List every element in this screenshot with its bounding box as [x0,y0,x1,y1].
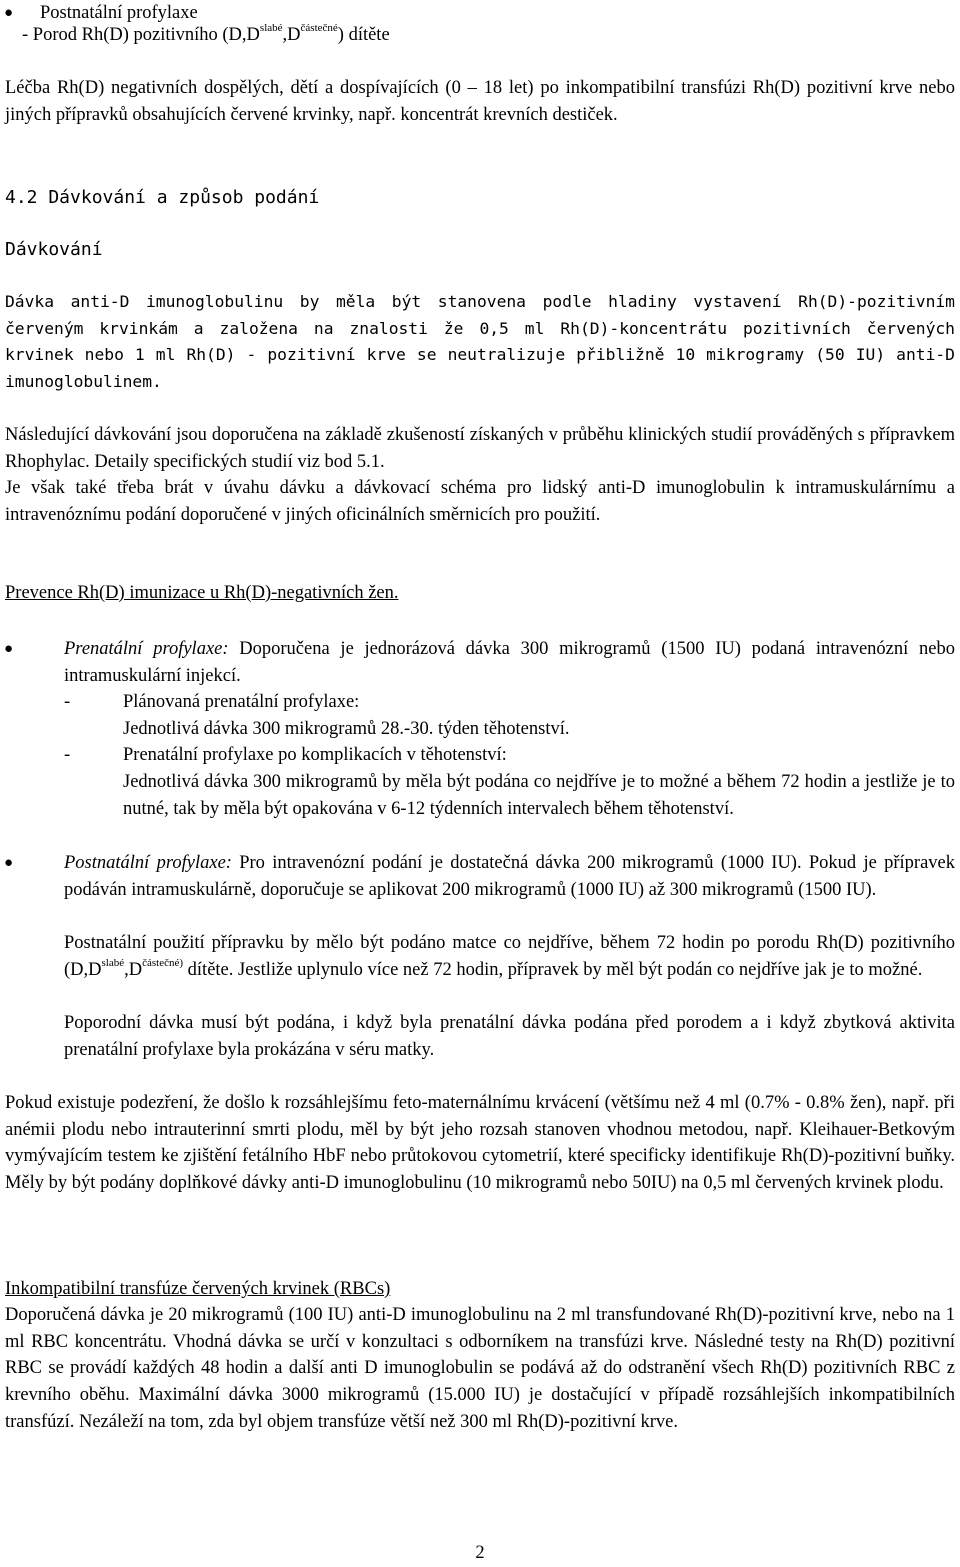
bullet-icon: ● [4,855,14,871]
postnatal-paragraph: Postnatální profylaxe: Pro intravenózní podání je dostatečná dávka 200 mikrogramů (1000 IU). Pokud je přípravek podáván intramuskulárně, doporučuje se aplikovat 200 mikrogramů (1000 IU) až 300 mikrogramů (1500 IU). [64,853,955,900]
planned-prenatal-title: Plánovaná prenatální profylaxe: [123,692,360,712]
page-number: 2 [475,1543,485,1563]
bullet-icon: ● [4,5,14,21]
bullet-icon: ● [4,641,14,657]
postnatal-use-paragraph: Postnatální použití přípravku by mělo být podáno matce co nejdříve, během 72 hodin po porodu Rh(D) pozitivního ($D,D^{slabé},D^{částečné)}$ dítěte. Jestliže uplynulo více než 72 hodin, přípravek by měl být podán co nejdříve jak je to možné. [64,933,955,980]
suspicion-paragraph: Pokud existuje podezření, že došlo k rozsáhlejšímu feto-maternálnímu krvácení (většímu než 4 ml (0.7% - 0.8% žen), např. při anémii plodu nebo intrauterinní smrti plodu, měl by být jeho rozsah stanoven vhodnou metodou, např. Kleihauer-Betkovým vymývajícím testem ke zjištění fetálního HbF nebo průtokovou cytometrií, které specificky identifikuje Rh(D)-pozitivní buňky. Měly by být podány doplňkové dávky anti-D imunoglobulinu (10 mikrogramů nebo 50IU) na 0,5 ml červených krvinek plodu. [5,1093,955,1194]
postnatal-title: Postnatální profylaxe [40,3,198,23]
prenatal-paragraph: Prenatální profylaxe: Doporučena je jednorázová dávka 300 mikrogramů (1500 IU) podaná intravenózní nebo intramuskulární injekcí. [64,639,955,686]
however-paragraph: Je však také třeba brát v úvahu dávku a dávkovací schéma pro lidský anti-D imunoglobulin k intramuskulárnímu a intravenóznímu podání doporučené v jiných oficinálních směrnicích pro použití. [5,478,955,525]
incompat-heading: Inkompatibilní transfúze červených krvinek (RBCs) [5,1279,391,1299]
dash-line: - Porod Rh(D) pozitivního $(D,D^{slabé},D^{částečné})$ dítěte [22,22,390,45]
section-heading: 4.2 Dávkování a způsob podání [5,187,320,208]
treatment-paragraph: Léčba Rh(D) negativních dospělých, dětí a dospívajících (0 – 18 let) po inkompatibilní transfúzi Rh(D) pozitivní krve nebo jiných přípravků obsahujících červené krvinky, např. koncentrát krevních destiček. [5,78,955,125]
complication-prenatal-text: Jednotlivá dávka 300 mikrogramů by měla být podána co nejdříve je to možné a během 72 hodin a jestliže je to nutné, tak by měla být opakována v 6-12 týdenních intervalech během těhotenství. [123,772,955,819]
complication-prenatal-title: Prenatální profylaxe po komplikacích v těhotenství: [123,745,507,765]
dash-icon: - [64,745,71,765]
following-paragraph: Následující dávkování jsou doporučena na základě zkušeností získaných v průběhu klinických studií prováděných s přípravkem Rhophylac. Detaily specifických studií viz bod 5.1. [5,425,955,472]
incompat-paragraph: Doporučená dávka je 20 mikrogramů (100 IU) anti-D imunoglobulinu na 2 ml transfundované Rh(D)-pozitivní krve, nebo na 1 ml RBC koncentrátu. Vhodná dávka se určí v konzultaci s odborníkem na transfúzi krve. Následné testy na Rh(D) pozitivní RBC se provádí každých 48 hodin a další anti D imunoglobulin se podává až do odstranění všech Rh(D) pozitivních RBC z krevního oběhu. Maximální dávka 3000 mikrogramů (15.000 IU) je dostačující v případě rozsáhlejších inkompatibilních transfúzí. Nezáleží na tom, zda byl objem transfúze větší než 300 ml Rh(D)-pozitivní krve. [5,1305,955,1432]
dash-icon: - [64,692,71,712]
postpartum-dose-paragraph: Poporodní dávka musí být podána, i když byla prenatální dávka podána před porodem a i když zbytková aktivita prenatální profylaxe byla prokázána v séru matky. [64,1013,955,1060]
dose-paragraph: Dávka anti-D imunoglobulinu by měla být stanovena podle hladiny vystavení Rh(D)-pozitivním červeným krvinkám a založena na znalosti že 0,5 ml Rh(D)-koncentrátu pozitivních červených krvinek nebo 1 ml Rh(D) - pozitivní krve se neutralizuje přibližně 10 mikrogramy (50 IU) anti-D imunoglobulinem. [5,292,955,392]
prevention-heading: Prevence Rh(D) imunizace u Rh(D)-negativních žen. [5,583,399,603]
planned-prenatal-text: Jednotlivá dávka 300 mikrogramů 28.-30. týden těhotenství. [123,719,570,739]
sub-heading: Dávkování [5,239,103,260]
